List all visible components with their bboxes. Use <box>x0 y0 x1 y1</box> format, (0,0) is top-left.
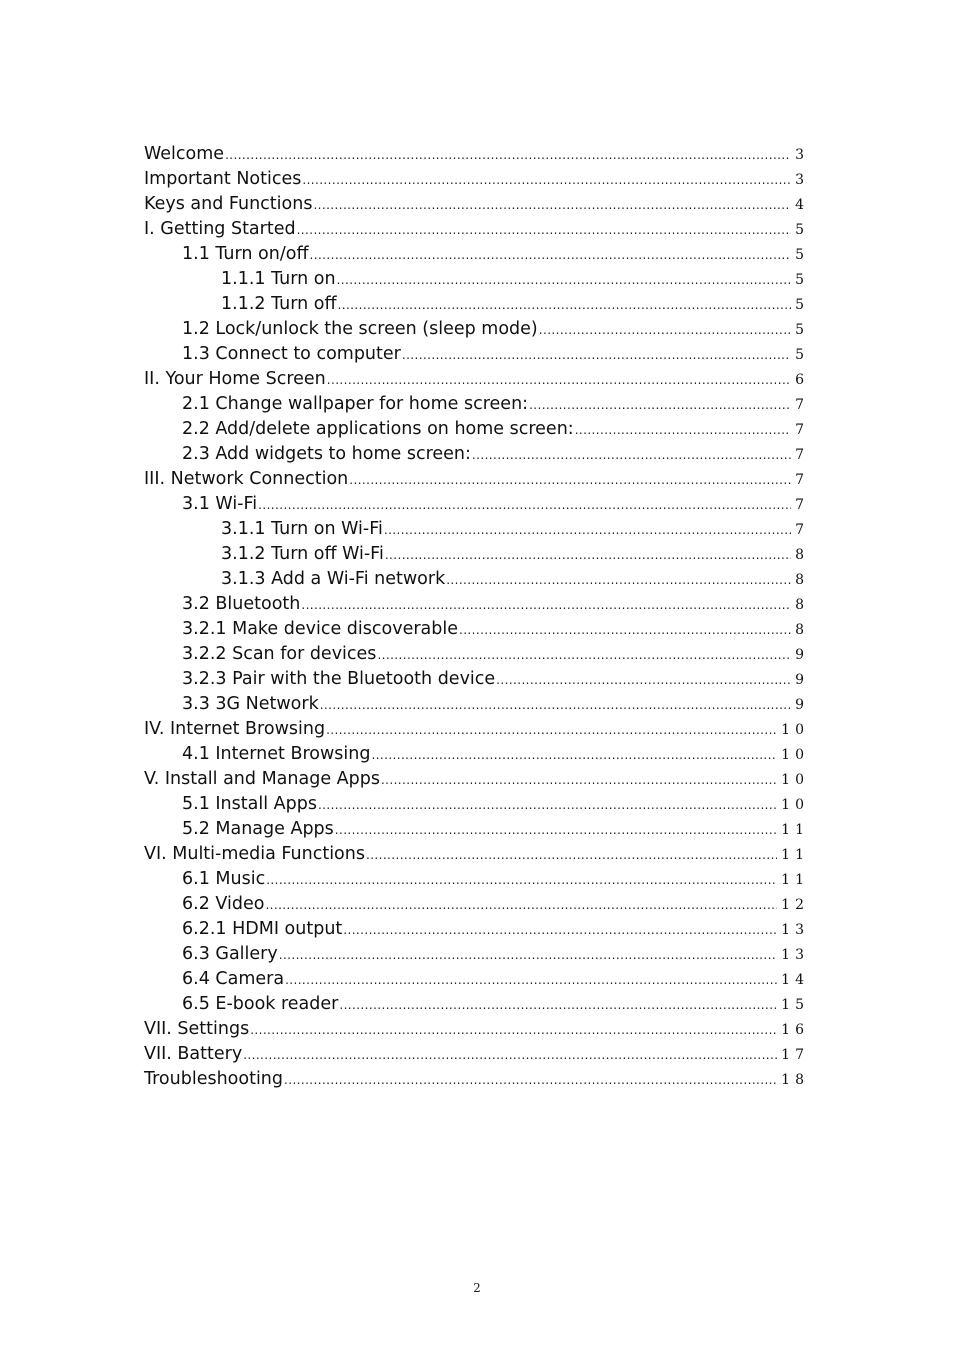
toc-entry-title: 3.1.2 Turn off Wi-Fi <box>221 544 384 564</box>
toc-entry-title: 6.2 Video <box>182 894 265 914</box>
toc-entry-page-number: 5 <box>795 247 809 263</box>
toc-entry-title: 5.1 Install Apps <box>182 794 317 814</box>
toc-entry-page-number: 10 <box>781 772 809 788</box>
toc-entry-page-number: 12 <box>781 897 809 913</box>
dot-leader <box>385 543 791 568</box>
dot-leader <box>349 468 791 493</box>
toc-entry-title: 3.1.1 Turn on Wi-Fi <box>221 519 383 539</box>
toc-entry-title: III. Network Connection <box>144 469 349 489</box>
dot-leader <box>381 768 777 793</box>
toc-entry[interactable] <box>144 317 809 342</box>
dot-leader <box>539 318 791 343</box>
toc-entry[interactable] <box>144 292 809 317</box>
dot-leader <box>402 343 791 368</box>
dot-leader <box>343 918 777 943</box>
toc-entry[interactable] <box>144 617 809 642</box>
toc-entry[interactable] <box>144 517 809 542</box>
toc-entry-page-number: 8 <box>795 572 809 588</box>
toc-entry-title: 3.2.3 Pair with the Bluetooth device <box>182 669 496 689</box>
toc-entry[interactable] <box>144 842 809 867</box>
toc-entry[interactable] <box>144 767 809 792</box>
dot-leader <box>377 643 791 668</box>
toc-entry-title: IV. Internet Browsing <box>144 719 326 739</box>
toc-entry-page-number: 10 <box>781 722 809 738</box>
toc-entry-title: VII. Settings <box>144 1019 250 1039</box>
dot-leader <box>313 193 791 218</box>
toc-entry-title: 3.2 Bluetooth <box>182 594 301 614</box>
toc-entry-page-number: 5 <box>795 347 809 363</box>
dot-leader <box>327 368 791 393</box>
toc-entry[interactable] <box>144 242 809 267</box>
dot-leader <box>446 568 791 593</box>
dot-leader <box>258 493 791 518</box>
toc-entry[interactable] <box>144 1067 809 1092</box>
toc-entry[interactable] <box>144 167 809 192</box>
toc-entry-title: Troubleshooting <box>144 1069 284 1089</box>
dot-leader <box>496 668 791 693</box>
toc-entry-page-number: 18 <box>781 1072 809 1088</box>
toc-entry-page-number: 6 <box>795 372 809 388</box>
toc-entry-page-number: 11 <box>781 822 809 838</box>
toc-entry[interactable] <box>144 192 809 217</box>
toc-entry-title: 2.2 Add/delete applications on home screen: <box>182 419 574 439</box>
toc-entry-page-number: 3 <box>795 147 809 163</box>
dot-leader <box>326 718 777 743</box>
toc-entry[interactable] <box>144 492 809 517</box>
toc-entry-page-number: 17 <box>781 1047 809 1063</box>
dot-leader <box>285 968 777 993</box>
toc-entry-page-number: 7 <box>795 397 809 413</box>
toc-entry[interactable] <box>144 342 809 367</box>
toc-entry[interactable] <box>144 642 809 667</box>
toc-entry[interactable] <box>144 967 809 992</box>
toc-entry-page-number: 8 <box>795 622 809 638</box>
toc-entry[interactable] <box>144 717 809 742</box>
toc-entry-page-number: 5 <box>795 222 809 238</box>
dot-leader <box>472 443 791 468</box>
dot-leader <box>243 1043 777 1068</box>
toc-entry[interactable] <box>144 567 809 592</box>
toc-entry-page-number: 7 <box>795 497 809 513</box>
toc-entry-page-number: 8 <box>795 597 809 613</box>
dot-leader <box>371 743 777 768</box>
toc-entry[interactable] <box>144 467 809 492</box>
toc-entry[interactable] <box>144 692 809 717</box>
toc-entry-page-number: 7 <box>795 447 809 463</box>
toc-entry-page-number: 10 <box>781 747 809 763</box>
toc-entry-title: 6.3 Gallery <box>182 944 278 964</box>
toc-entry-title: Important Notices <box>144 169 302 189</box>
toc-entry-title: 3.2.2 Scan for devices <box>182 644 377 664</box>
toc-entry-page-number: 9 <box>795 697 809 713</box>
toc-entry[interactable] <box>144 442 809 467</box>
dot-leader <box>575 418 791 443</box>
toc-entry-title: 3.3 3G Network <box>182 694 319 714</box>
dot-leader <box>225 143 791 168</box>
dot-leader <box>310 243 792 268</box>
toc-entry-title: V. Install and Manage Apps <box>144 769 380 789</box>
dot-leader <box>337 268 792 293</box>
toc-entry[interactable] <box>144 392 809 417</box>
toc-entry[interactable] <box>144 942 809 967</box>
dot-leader <box>335 818 777 843</box>
toc-entry-title: 2.3 Add widgets to home screen: <box>182 444 471 464</box>
toc-entry-page-number: 5 <box>795 272 809 288</box>
toc-entry-title: 3.1 Wi-Fi <box>182 494 258 514</box>
toc-entry-page-number: 5 <box>795 322 809 338</box>
toc-entry[interactable] <box>144 792 809 817</box>
toc-entry-title: 6.1 Music <box>182 869 266 889</box>
toc-entry[interactable] <box>144 892 809 917</box>
toc-entry-title: VI. Multi-media Functions <box>144 844 365 864</box>
toc-entry-page-number: 11 <box>781 872 809 888</box>
toc-entry-title: 1.1 Turn on/off <box>182 244 309 264</box>
toc-entry-page-number: 4 <box>795 197 809 213</box>
dot-leader <box>320 693 791 718</box>
footer-page-number: 2 <box>473 1281 481 1295</box>
toc-entry-title: 1.1.2 Turn off <box>221 294 337 314</box>
dot-leader <box>284 1068 777 1093</box>
toc-entry-page-number: 7 <box>795 522 809 538</box>
toc-entry-title: 2.1 Change wallpaper for home screen: <box>182 394 529 414</box>
toc-entry-page-number: 13 <box>781 922 809 938</box>
toc-entry-page-number: 7 <box>795 422 809 438</box>
toc-entry-title: 1.2 Lock/unlock the screen (sleep mode) <box>182 319 538 339</box>
dot-leader <box>338 293 792 318</box>
toc-entry[interactable] <box>144 992 809 1017</box>
toc-entry[interactable] <box>144 267 809 292</box>
toc-entry-page-number: 14 <box>781 972 809 988</box>
dot-leader <box>250 1018 777 1043</box>
dot-leader <box>266 868 777 893</box>
toc-entry-title: 6.2.1 HDMI output <box>182 919 343 939</box>
toc-entry-page-number: 9 <box>795 647 809 663</box>
dot-leader <box>302 168 791 193</box>
toc-entry-title: 4.1 Internet Browsing <box>182 744 371 764</box>
toc-entry-title: 3.1.3 Add a Wi-Fi network <box>221 569 446 589</box>
toc-entry[interactable] <box>144 592 809 617</box>
toc-entry-page-number: 11 <box>781 847 809 863</box>
dot-leader <box>318 793 777 818</box>
toc-entry-title: Keys and Functions <box>144 194 313 214</box>
toc-entry-page-number: 15 <box>781 997 809 1013</box>
toc-entry-title: 6.4 Camera <box>182 969 285 989</box>
table-of-contents <box>144 142 809 1092</box>
dot-leader <box>297 218 791 243</box>
toc-entry-page-number: 8 <box>795 547 809 563</box>
dot-leader <box>366 843 777 868</box>
toc-entry-title: II. Your Home Screen <box>144 369 326 389</box>
toc-entry-title: 1.1.1 Turn on <box>221 269 336 289</box>
toc-entry[interactable] <box>144 217 809 242</box>
toc-entry[interactable] <box>144 542 809 567</box>
toc-entry[interactable] <box>144 667 809 692</box>
toc-entry[interactable] <box>144 142 809 167</box>
dot-leader <box>301 593 791 618</box>
toc-entry-page-number: 10 <box>781 797 809 813</box>
toc-entry-page-number: 9 <box>795 672 809 688</box>
dot-leader <box>279 943 777 968</box>
dot-leader <box>459 618 791 643</box>
toc-entry-page-number: 16 <box>781 1022 809 1038</box>
toc-entry-title: VII. Battery <box>144 1044 243 1064</box>
toc-entry-title: 3.2.1 Make device discoverable <box>182 619 458 639</box>
dot-leader <box>339 993 777 1018</box>
toc-entry[interactable] <box>144 867 809 892</box>
toc-entry-page-number: 5 <box>795 297 809 313</box>
toc-entry-page-number: 7 <box>795 472 809 488</box>
toc-entry-title: 6.5 E-book reader <box>182 994 339 1014</box>
toc-entry-title: 1.3 Connect to computer <box>182 344 401 364</box>
dot-leader <box>384 518 791 543</box>
toc-entry-title: I. Getting Started <box>144 219 296 239</box>
toc-entry-page-number: 13 <box>781 947 809 963</box>
toc-entry-page-number: 3 <box>795 172 809 188</box>
toc-entry[interactable] <box>144 367 809 392</box>
toc-entry[interactable] <box>144 1042 809 1067</box>
toc-entry-title: 5.2 Manage Apps <box>182 819 334 839</box>
toc-entry[interactable] <box>144 417 809 442</box>
toc-entry[interactable] <box>144 917 809 942</box>
toc-entry[interactable] <box>144 1017 809 1042</box>
dot-leader <box>529 393 791 418</box>
toc-entry[interactable] <box>144 742 809 767</box>
dot-leader <box>265 893 777 918</box>
toc-entry-title: Welcome <box>144 144 225 164</box>
toc-entry[interactable] <box>144 817 809 842</box>
